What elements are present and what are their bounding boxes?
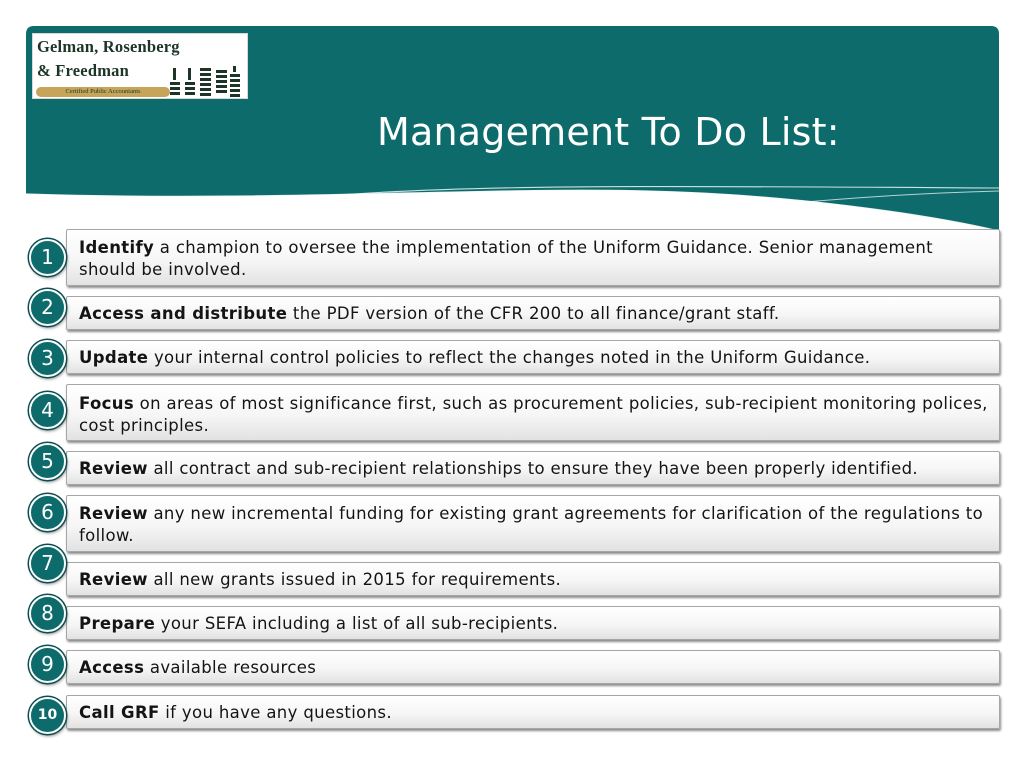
todo-item (66, 495, 1000, 552)
step-number-badge: 3 (29, 340, 66, 377)
todo-item-text (79, 569, 991, 591)
todo-item-description: a champion to oversee the implementation of the Uniform Guidance. Senior management should be involved. (79, 238, 933, 279)
todo-item-description: available resources (144, 658, 317, 677)
step-number-badge: 5 (29, 443, 66, 480)
logo-tagline: Certified Public Accountants (65, 88, 141, 95)
step-number-badge: 4 (29, 392, 66, 429)
step-number-badge: 9 (29, 646, 66, 683)
todo-item-text (79, 613, 991, 635)
todo-item-keyword: Access (79, 658, 145, 677)
todo-item-description: your internal control policies to reflect the changes noted in the Uniform Guidance. (148, 348, 871, 367)
step-number-badge: 1 (29, 239, 66, 276)
todo-item (66, 562, 1000, 596)
step-number-badge: 6 (29, 494, 66, 531)
logo-tagline-band (36, 87, 170, 97)
todo-item-text (79, 702, 991, 724)
todo-item (66, 650, 1000, 684)
todo-item-description: the PDF version of the CFR 200 to all finance/grant staff. (287, 304, 780, 323)
todo-item-keyword: Identify (79, 238, 155, 257)
logo-line-2: & Freedman (37, 61, 129, 80)
step-number-badge: 7 (29, 545, 66, 582)
todo-item-description: on areas of most significance first, such as procurement policies, sub-recipient monitoring polices, cost principles. (79, 394, 988, 435)
logo-line-1: Gelman, Rosenberg (37, 37, 180, 56)
abacus-bars-icon (170, 66, 246, 98)
todo-item (66, 695, 1000, 729)
todo-item-text (79, 237, 991, 281)
todo-item-keyword: Call GRF (79, 703, 160, 722)
todo-item-text (79, 458, 991, 480)
todo-item-keyword: Review (79, 570, 148, 589)
todo-item-keyword: Focus (79, 394, 135, 413)
todo-item (66, 296, 1000, 330)
todo-item-keyword: Access and distribute (79, 304, 288, 323)
todo-item-text (79, 347, 991, 369)
step-number-badge: 2 (29, 289, 66, 326)
todo-item (66, 451, 1000, 485)
todo-item (66, 384, 1000, 441)
todo-item-description: any new incremental funding for existing grant agreements for clarification of the regulations to follow. (79, 504, 984, 545)
company-logo (32, 33, 248, 99)
step-number-badge: 10 (29, 697, 66, 734)
step-number-badge: 8 (29, 595, 66, 632)
todo-item (66, 229, 1000, 286)
todo-item (66, 606, 1000, 640)
todo-item-keyword: Review (79, 504, 148, 523)
todo-item-text (79, 303, 991, 325)
todo-item-description: if you have any questions. (159, 703, 392, 722)
todo-item-description: all contract and sub-recipient relationships to ensure they have been properly identified. (147, 459, 919, 478)
todo-item-text (79, 657, 991, 679)
todo-item-description: all new grants issued in 2015 for requirements. (147, 570, 562, 589)
todo-item (66, 340, 1000, 374)
slide-title: Management To Do List: (377, 110, 840, 154)
todo-item-text (79, 503, 991, 547)
todo-item-keyword: Update (79, 348, 149, 367)
todo-item-description: your SEFA including a list of all sub-recipients. (155, 614, 559, 633)
todo-item-text (79, 393, 991, 437)
todo-item-keyword: Review (79, 459, 148, 478)
todo-item-keyword: Prepare (79, 614, 156, 633)
